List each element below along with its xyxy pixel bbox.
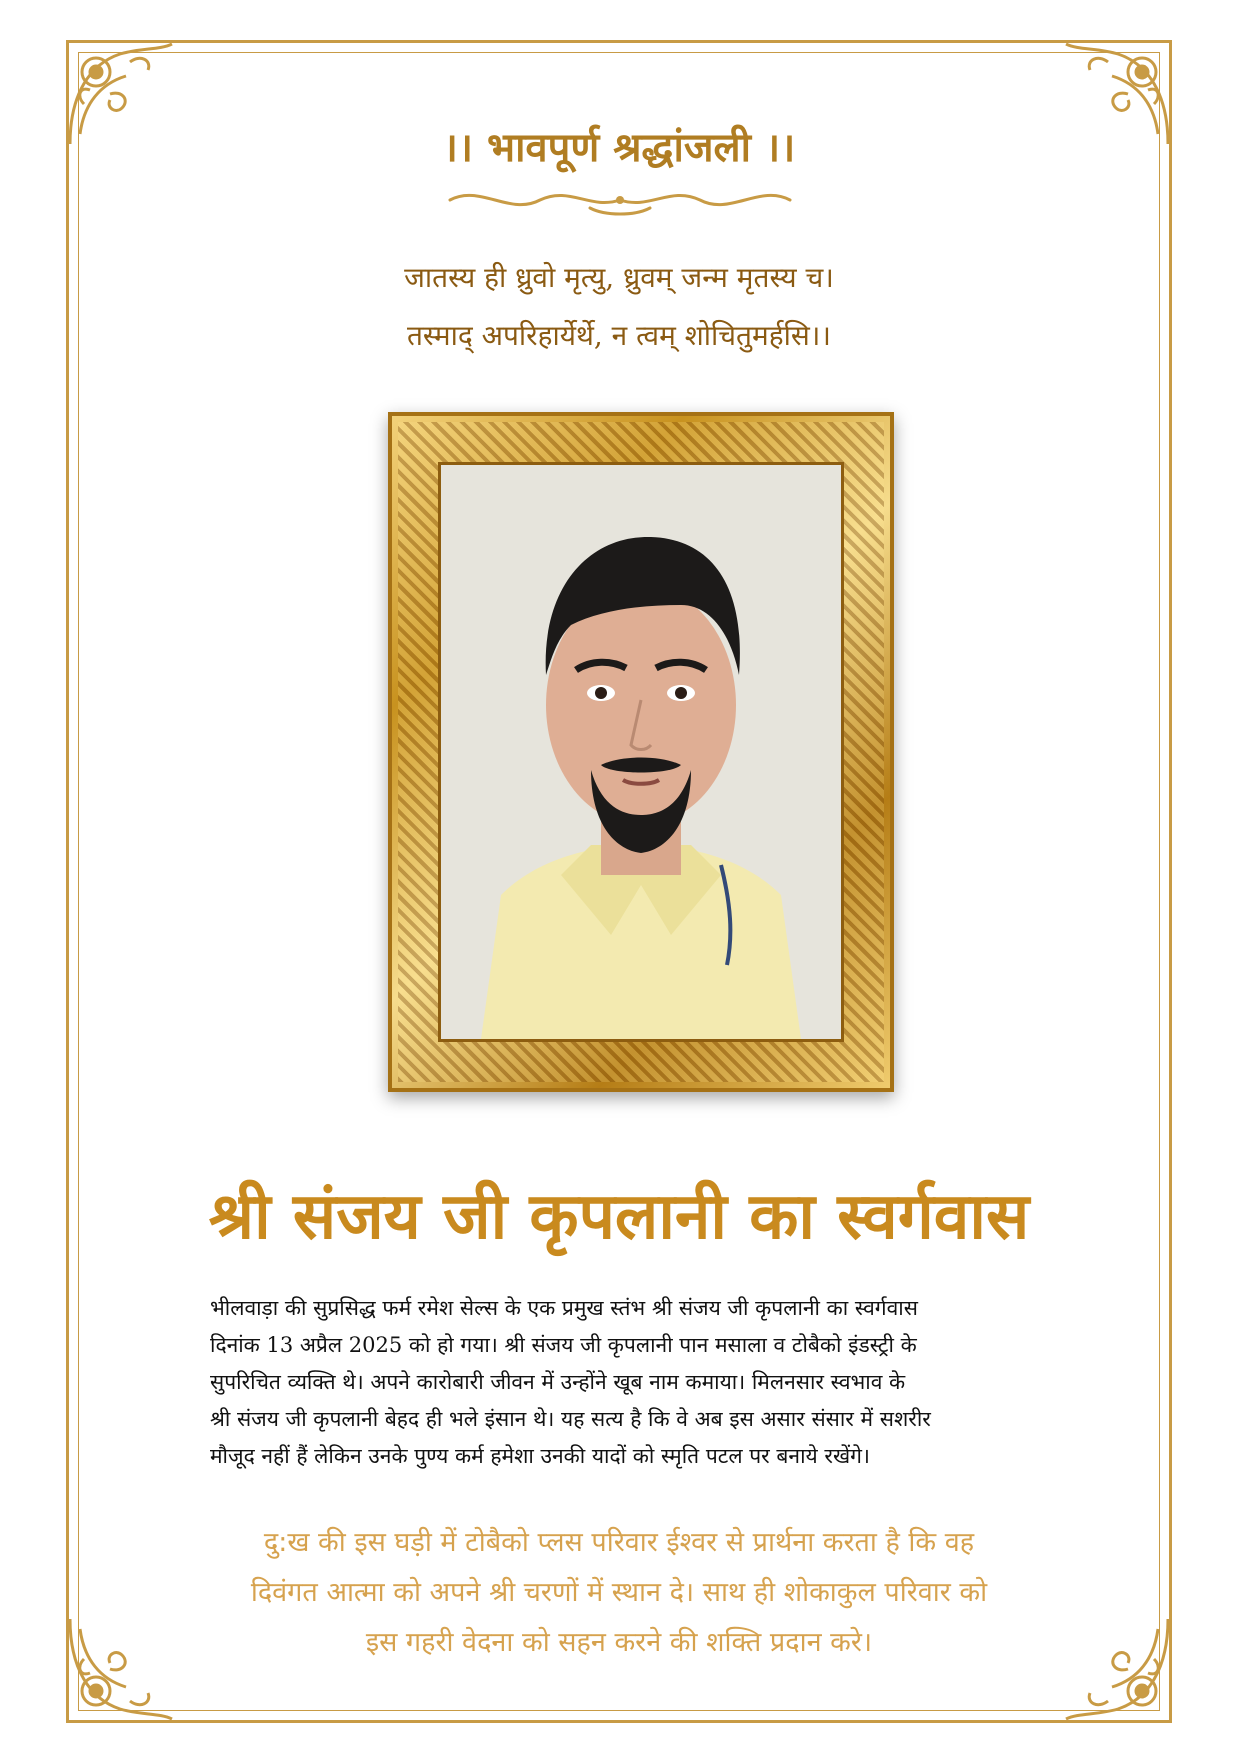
name-heading: श्री संजय जी कृपलानी का स्वर्गवास <box>208 1180 1030 1254</box>
prayer-line-1: दु:ख की इस घड़ी में टोबैको प्लस परिवार ईश्वर से प्रार्थना करता है कि वह <box>263 1527 975 1558</box>
obituary-paragraph <box>210 1290 1040 1475</box>
paragraph-line: सुपरिचित व्यक्ति थे। अपने कारोबारी जीवन में उन्होंने खूब नाम कमाया। मिलनसार स्वभाव के <box>210 1370 906 1394</box>
paragraph-line: मौजूद नहीं हैं लेकिन उनके पुण्य कर्म हमेशा उनकी यादों को स्मृति पटल पर बनाये रखेंगे। <box>210 1444 870 1468</box>
prayer-line-2: दिवंगत आत्मा को अपने श्री चरणों में स्थान दे। साथ ही शोकाकुल परिवार को <box>250 1577 988 1608</box>
paragraph-line: श्री संजय जी कृपलानी बेहद ही भले इंसान थे। यह सत्य है कि वे अब इस असार संसार में सशरीर <box>210 1407 931 1431</box>
portrait-container <box>438 462 844 1042</box>
paragraph-line: भीलवाड़ा की सुप्रसिद्ध फर्म रमेश सेल्स के एक प्रमुख स्तंभ श्री संजय जी कृपलानी का स्वर्गवास <box>210 1296 918 1320</box>
ornamental-divider-icon <box>440 180 800 220</box>
paragraph-line: दिनांक 13 अप्रैल 2025 को हो गया। श्री संजय जी कृपलानी पान मसाला व टोबैको इंडस्ट्री के <box>210 1333 917 1357</box>
prayer-line-3: इस गहरी वेदना को सहन करने की शक्ति प्रदान करे। <box>365 1627 873 1658</box>
shloka-line-2: तस्माद् अपरिहार्येर्थे, न त्वम् शोचितुमर्हसि।। <box>406 319 832 352</box>
photo-frame <box>388 412 894 1092</box>
shloka-line-1: जातस्य ही ध्रुवो मृत्यु, ध्रुवम् जन्म मृतस्य च। <box>404 261 834 294</box>
portrait-photo-icon <box>441 465 841 1039</box>
tribute-title: ।। भावपूर्ण श्रद्धांजली ।। <box>442 124 796 171</box>
